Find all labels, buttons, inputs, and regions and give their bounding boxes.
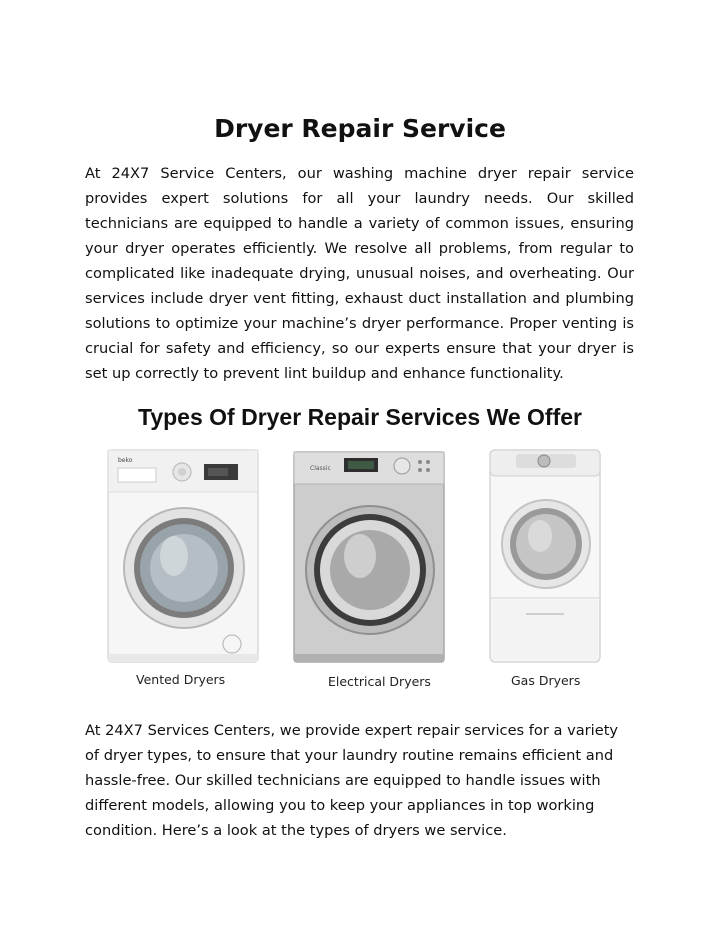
types-heading: Types Of Dryer Repair Services We Offer	[137, 404, 582, 430]
gas-dryer-figure	[486, 448, 646, 698]
electrical-dryer-caption: Electrical Dryers	[328, 674, 431, 689]
gas-dryer-caption: Gas Dryers	[511, 673, 581, 688]
electrical-dryer-icon	[290, 448, 450, 668]
closing-paragraph: At 24X7 Services Centers, we provide expert repair services for a variety of dryer types, to ensure that your laundry routine remains efficient and hassle-free. Our skilled technicians are equipped to handle issues with different models, allowing you to keep your appliances in top working condition. Here’s a look at the types of dryers we service.	[85, 722, 619, 839]
intro-paragraph: At 24X7 Service Centers, our washing machine dryer repair service provides expert solutions for all your laundry needs. Our skilled technicians are equipped to handle a variety of common issues, ensuring your dryer operates efficiently. We resolve all problems, from regular to complicated like inadequate drying, unusual noises, and overheating. Our services include dryer vent fitting, exhaust duct installation and plumbing solutions to optimize your machine’s dryer performance. Proper venting is crucial for safety and efficiency, so our experts ensure that your dryer is set up correctly to prevent lint buildup and enhance functionality.	[85, 165, 634, 382]
vented-dryer-caption: Vented Dryers	[136, 672, 226, 687]
electrical-dryer-figure	[290, 448, 450, 698]
svg-text:Classic: Classic	[310, 465, 331, 472]
vented-dryer-figure	[104, 448, 264, 698]
vented-dryer-icon	[104, 448, 264, 668]
gas-dryer-icon	[486, 448, 606, 668]
svg-text:beko: beko	[118, 457, 133, 464]
page-title: Dryer Repair Service	[214, 114, 506, 143]
